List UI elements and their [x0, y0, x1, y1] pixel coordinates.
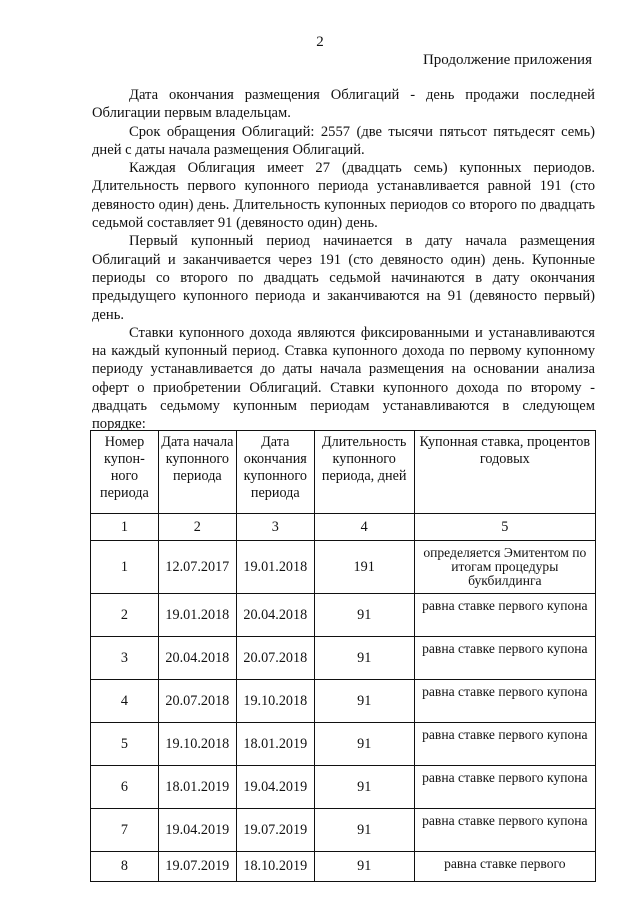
cell-coupon-rate: равна ставке первого купона — [414, 637, 595, 680]
cell-end-date: 19.10.2018 — [236, 680, 314, 723]
header-coupon-rate: Купонная ставка, процентов годовых — [414, 431, 595, 514]
cell-period-number: 7 — [91, 809, 159, 852]
cell-start-date: 19.01.2018 — [158, 594, 236, 637]
cell-period-number: 4 — [91, 680, 159, 723]
cell-end-date: 18.10.2019 — [236, 852, 314, 882]
cell-duration: 91 — [314, 680, 414, 723]
cell-coupon-rate: равна ставке первого купона — [414, 594, 595, 637]
table-row — [91, 723, 596, 766]
paragraph-coupon-rates: Ставки купонного дохода являются фиксированными и устанавливаются на каждый купонный период. Ставка купонного дохода по первому купонному периоду устанавливается до даты начала размещения на основании анализа оферт о приобретении Облигаций. Ставки купонного дохода по второму - двадцать седьмому купонным периодам устанавливаются в следующем порядке: — [92, 324, 595, 433]
table-row — [91, 594, 596, 637]
table-row — [91, 852, 596, 882]
paragraph-circulation-term: Срок обращения Облигаций: 2557 (две тысячи пятьсот пятьдесят семь) дней с даты начала размещения Облигаций. — [92, 123, 595, 158]
cell-end-date: 19.07.2019 — [236, 809, 314, 852]
cell-start-date: 12.07.2017 — [158, 541, 236, 594]
table-row — [91, 680, 596, 723]
cell-period-number: 3 — [91, 637, 159, 680]
cell-start-date: 19.04.2019 — [158, 809, 236, 852]
cell-coupon-rate: определяется Эмитентом по итогам процедуры букбилдинга — [414, 541, 595, 594]
table-row — [91, 809, 596, 852]
cell-end-date: 20.04.2018 — [236, 594, 314, 637]
cell-start-date: 20.04.2018 — [158, 637, 236, 680]
cell-end-date: 19.01.2018 — [236, 541, 314, 594]
cell-end-date: 19.04.2019 — [236, 766, 314, 809]
cell-duration: 91 — [314, 809, 414, 852]
cell-coupon-rate: равна ставке первого — [414, 852, 595, 882]
cell-coupon-rate: равна ставке первого купона — [414, 809, 595, 852]
cell-duration: 191 — [314, 541, 414, 594]
cell-duration: 91 — [314, 723, 414, 766]
cell-end-date: 20.07.2018 — [236, 637, 314, 680]
cell-start-date: 19.07.2019 — [158, 852, 236, 882]
table-row — [91, 637, 596, 680]
document-body — [92, 86, 595, 434]
cell-start-date: 20.07.2018 — [158, 680, 236, 723]
table-row — [91, 766, 596, 809]
column-number: 2 — [158, 514, 236, 541]
cell-duration: 91 — [314, 766, 414, 809]
paragraph-coupon-periods: Каждая Облигация имеет 27 (двадцать семь) купонных периодов. Длительность первого купонного периода устанавливается равной 191 (сто девяносто один) день. Длительность купонных периодов со второго по двадцать седьмой составляет 91 (девяносто один) день. — [92, 160, 595, 232]
header-end-date: Дата окончания купонного периода — [236, 431, 314, 514]
cell-period-number: 8 — [91, 852, 159, 882]
cell-start-date: 19.10.2018 — [158, 723, 236, 766]
cell-coupon-rate: равна ставке первого купона — [414, 680, 595, 723]
column-number: 4 — [314, 514, 414, 541]
header-start-date: Дата начала купонного периода — [158, 431, 236, 514]
table-header-row — [91, 431, 596, 514]
cell-coupon-rate: равна ставке первого купона — [414, 766, 595, 809]
paragraph-placement-end: Дата окончания размещения Облигаций - день продажи последней Облигации первым владельцам. — [92, 87, 595, 122]
table-row — [91, 541, 596, 594]
cell-start-date: 18.01.2019 — [158, 766, 236, 809]
cell-period-number: 1 — [91, 541, 159, 594]
cell-end-date: 18.01.2019 — [236, 723, 314, 766]
header-period-number: Номер купон-ного периода — [91, 431, 159, 514]
cell-period-number: 5 — [91, 723, 159, 766]
column-number: 1 — [91, 514, 159, 541]
cell-period-number: 2 — [91, 594, 159, 637]
column-number: 3 — [236, 514, 314, 541]
column-number-row — [91, 514, 596, 541]
appendix-caption: Продолжение приложения — [422, 52, 592, 68]
header-duration: Длительность купонного периода, дней — [314, 431, 414, 514]
cell-duration: 91 — [314, 637, 414, 680]
column-number: 5 — [414, 514, 595, 541]
cell-duration: 91 — [314, 594, 414, 637]
cell-period-number: 6 — [91, 766, 159, 809]
coupon-schedule-table — [90, 430, 596, 882]
page-number: 2 — [316, 34, 324, 50]
cell-coupon-rate: равна ставке первого купона — [414, 723, 595, 766]
paragraph-first-period: Первый купонный период начинается в дату начала размещения Облигаций и заканчивается через 191 (сто девяносто один) день. Купонные периоды со второго по двадцать седьмой начинаются в дату окончания предыдущего купонного периода и заканчиваются на 91 (девяносто первый) день. — [92, 233, 595, 323]
cell-duration: 91 — [314, 852, 414, 882]
